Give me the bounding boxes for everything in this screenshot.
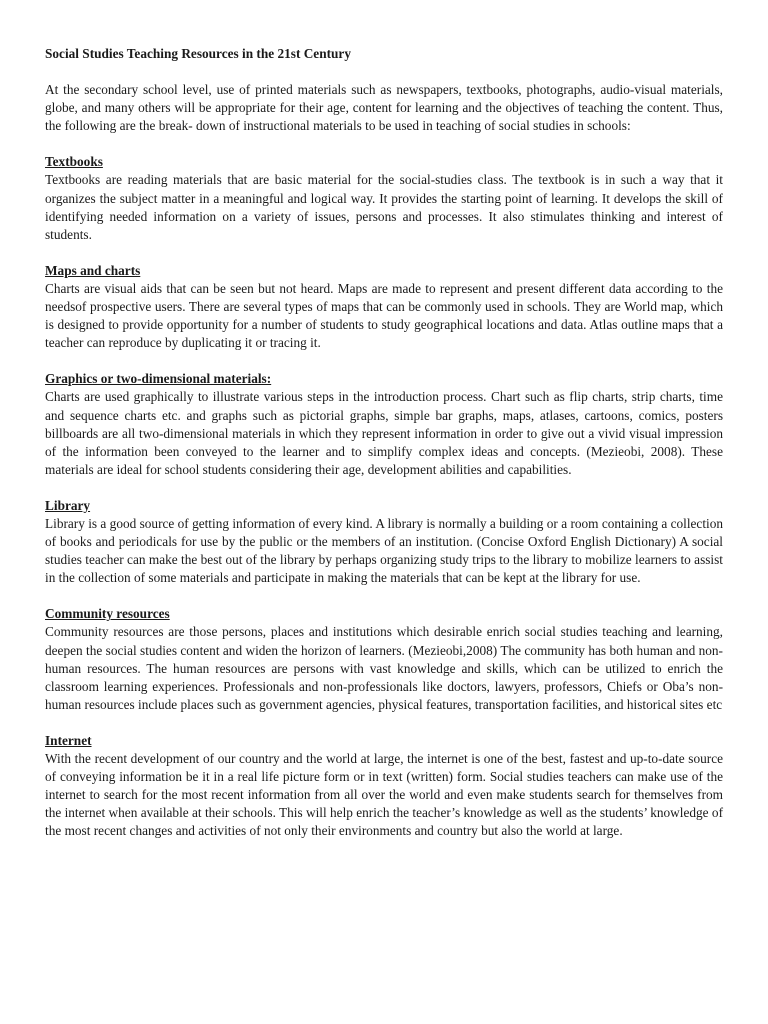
section-heading: Community resources	[45, 606, 170, 622]
section-body: With the recent development of our country and the world at large, the internet is one of the best, fastest and up-to-date source of conveying information be it in a real life picture form or in text (written) form. Social studies teachers can make use of the internet to search for the most recent information from all over the world and even make students search for themselves from the internet when available at their schools. This will help enrich the teacher’s knowledge as well as the students’ knowledge of the most recent changes and activities of not only their environments and country but also the world at large.	[45, 751, 723, 839]
section-heading: Maps and charts	[45, 262, 141, 278]
section-graphics	[45, 370, 723, 479]
section-internet	[45, 732, 723, 841]
section-body: Library is a good source of getting information of every kind. A library is normally a building or a room containing a collection of books and periodicals for use by the public or the members of an institution. (Concise Oxford English Dictionary) A social studies teacher can make the best out of the library by perhaps organizing study trips to the library to mobilize learners to assist in the collection of some materials and participate in making the materials that can be kept at the library for use.	[45, 515, 723, 586]
section-body: Community resources are those persons, places and institutions which desirable enrich social studies teaching and learning, deepen the social studies content and widen the horizon of learners. (Mezieobi,2008) The community has both human and non-human resources. The human resources are persons with vast knowledge and skills, which can be utilized to enrich the classroom learning experiences. Professionals and non-professionals like doctors, lawyers, professors, Chiefs or Oba’s non-human resources include places such as government agencies, physical features, transportation facilities, and historical sites etc	[45, 624, 723, 712]
section-heading: Graphics or two-dimensional materials:	[45, 371, 272, 387]
section-body: Charts are used graphically to illustrate various steps in the introduction process. Chart such as flip charts, strip charts, time and sequence charts etc. and graphs such as pictorial graphs, simple bar graphs, maps, atlases, cartoons, comics, posters billboards are all two-dimensional materials in which they represent information in order to give out a vivid visual impression of the information been conveyed to the learner and to simplify complex ideas and concepts. (Mezieobi, 2008). These materials are ideal for school students considering their age, development abilities and capabilities.	[45, 389, 723, 477]
section-body: Charts are visual aids that can be seen but not heard. Maps are made to represent and present different data according to the needsof prospective users. There are several types of maps that can be commonly used in schools. They are World map, which is designed to provide opportunity for a number of students to study geographical locations and data. Atlas outline maps that a teacher can reproduce by duplicating it or tracing it.	[45, 280, 723, 351]
intro-paragraph: At the secondary school level, use of printed materials such as newspapers, textbooks, photographs, audio-visual materials, globe, and many others will be appropriate for their age, content for learning and the objectives of teaching the content. Thus, the following are the break- down of instructional materials to be used in teaching of social studies in schools:	[45, 82, 723, 134]
section-textbooks	[45, 153, 723, 243]
section-maps-and-charts	[45, 262, 723, 352]
section-library	[45, 497, 723, 587]
document-page	[45, 45, 723, 840]
section-heading: Library	[45, 497, 91, 513]
document-title: Social Studies Teaching Resources in the 21st Century	[45, 46, 351, 61]
section-body: Textbooks are reading materials that are basic material for the social-studies class. The textbook is in such a way that it organizes the subject matter in a meaningful and logical way. It provides the starting point of learning. It develops the skill of identifying needed information on a variety of issues, persons and processes. It also stimulates thinking and interest of students.	[45, 172, 723, 242]
section-community-resources	[45, 605, 723, 714]
section-heading: Textbooks	[45, 154, 103, 170]
section-heading: Internet	[45, 732, 92, 748]
